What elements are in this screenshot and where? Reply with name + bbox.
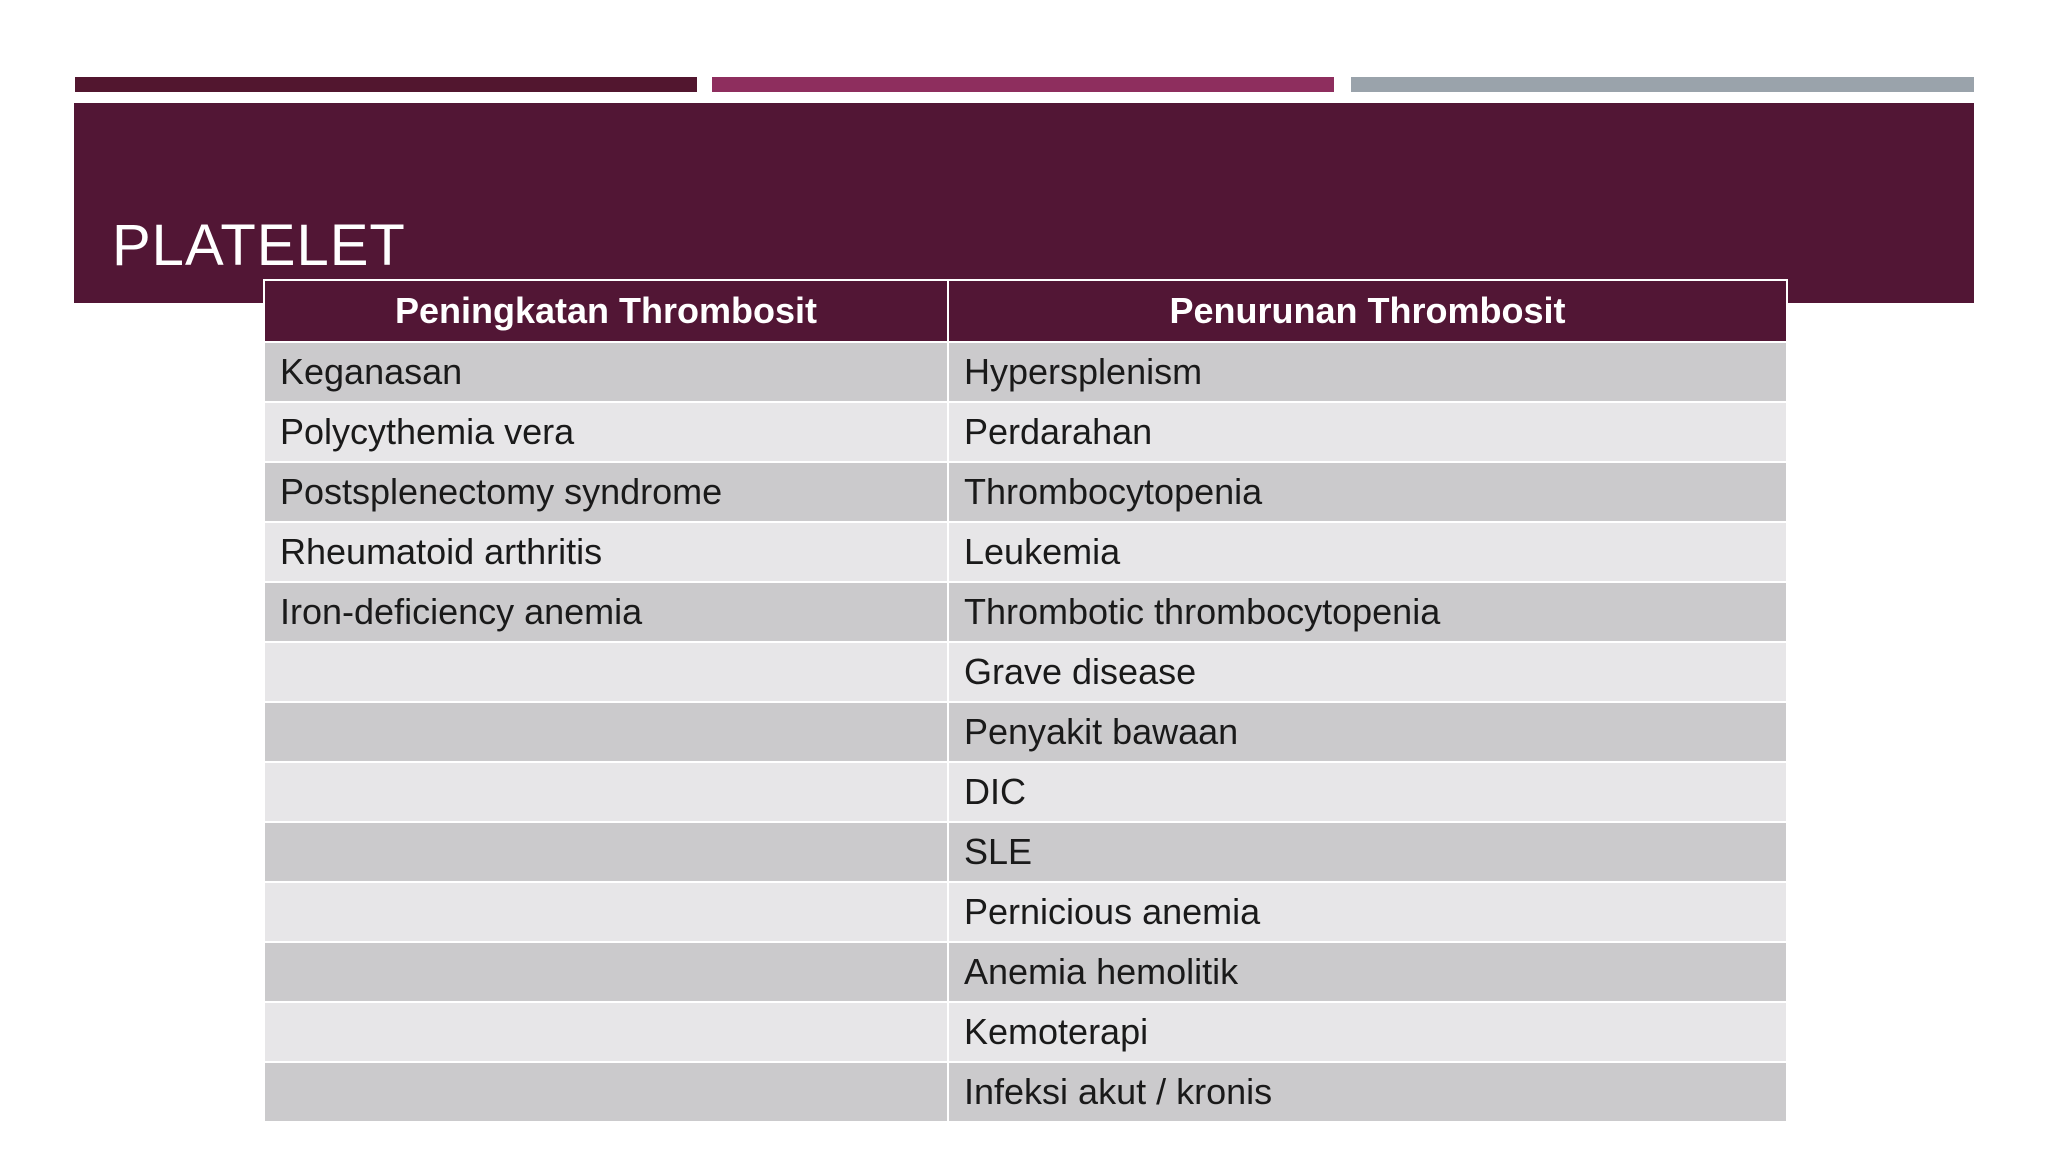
cell-decrease: Thrombocytopenia [948,462,1787,522]
table-row [264,402,1787,462]
cell-decrease: Infeksi akut / kronis [948,1062,1787,1122]
cell-increase [264,822,948,882]
table-row [264,342,1787,402]
table-row [264,822,1787,882]
cell-decrease: Perdarahan [948,402,1787,462]
table-row [264,942,1787,1002]
table-row [264,462,1787,522]
table-row [264,762,1787,822]
cell-decrease: DIC [948,762,1787,822]
cell-increase [264,642,948,702]
cell-increase [264,1062,948,1122]
accent-bar-magenta [712,77,1334,92]
table-row [264,1002,1787,1062]
table-row [264,882,1787,942]
cell-increase: Keganasan [264,342,948,402]
cell-increase [264,1002,948,1062]
cell-decrease: Leukemia [948,522,1787,582]
table-row [264,1062,1787,1122]
cell-increase [264,882,948,942]
table-row [264,702,1787,762]
accent-bar-dark [75,77,697,92]
cell-decrease: Grave disease [948,642,1787,702]
cell-decrease: Pernicious anemia [948,882,1787,942]
cell-increase: Iron-deficiency anemia [264,582,948,642]
table-row [264,642,1787,702]
cell-increase [264,942,948,1002]
table-header-row [264,280,1787,342]
cell-increase: Polycythemia vera [264,402,948,462]
table-row [264,522,1787,582]
header-decrease: Penurunan Thrombosit [948,280,1787,342]
table-row [264,582,1787,642]
cell-increase [264,702,948,762]
platelet-table [263,279,1788,1123]
cell-decrease: SLE [948,822,1787,882]
header-increase: Peningkatan Thrombosit [264,280,948,342]
cell-decrease: Kemoterapi [948,1002,1787,1062]
cell-decrease: Penyakit bawaan [948,702,1787,762]
accent-bar-gray [1351,77,1974,92]
cell-decrease: Anemia hemolitik [948,942,1787,1002]
table-body [264,342,1787,1122]
cell-decrease: Thrombotic thrombocytopenia [948,582,1787,642]
slide-title: PLATELET [112,213,406,278]
cell-increase: Rheumatoid arthritis [264,522,948,582]
cell-increase: Postsplenectomy syndrome [264,462,948,522]
cell-decrease: Hypersplenism [948,342,1787,402]
cell-increase [264,762,948,822]
